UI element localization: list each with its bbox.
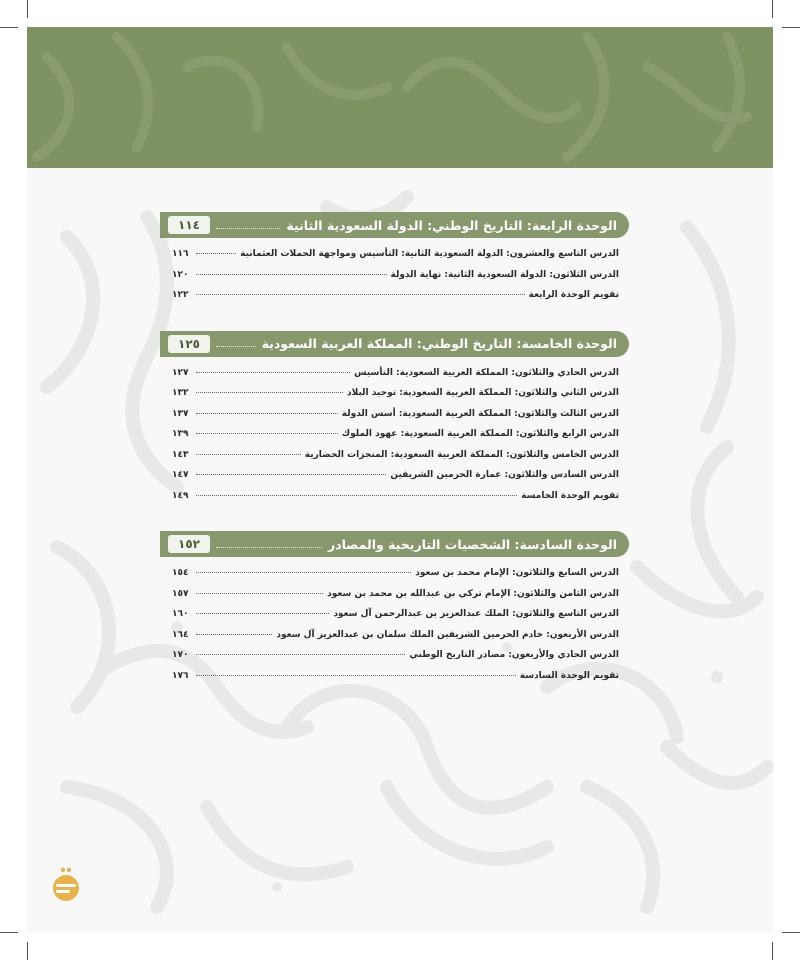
lesson-page-number: ١٣٧ [172,408,189,419]
unit-header[interactable] [160,212,629,238]
unit-title: الوحدة الرابعة: التاريخ الوطني: الدولة السعودية الثانية [286,217,617,233]
lesson-title: الدرس الثلاثون: الدولة السعودية الثانية: نهاية الدولة [390,269,619,280]
lesson-title: الدرس الحادي والأربعون: مصادر التاريخ الوطني [409,650,619,660]
lesson-item[interactable] [172,491,619,512]
lesson-item[interactable] [172,589,619,610]
lesson-title: الدرس الثامن والثلاثون: الإمام تركي بن عبدالله بن محمد بن سعود [327,588,619,599]
lesson-title: الدرس التاسع والعشرون: الدولة السعودية الثانية: التأسيس ومواجهة الحملات العثمانية [240,249,619,259]
lesson-page-number: ١٤٣ [172,449,189,460]
lesson-page-number: ١٢٢ [172,290,189,300]
unit-page-number: ١٥٢ [168,535,210,553]
crop-mark [772,0,773,18]
lesson-page-number: ١٤٩ [172,490,189,501]
lesson-item[interactable] [172,409,619,430]
lesson-page-number: ١٥٧ [172,588,189,599]
lesson-page-number: ١٧٦ [172,670,189,681]
lesson-title: الدرس الأربعون: خادم الحرمين الشريفين الملك سلمان بن عبدالعزيز آل سعود [276,629,619,640]
crop-mark [772,942,773,960]
dot-leader [196,274,387,275]
lesson-page-number: ١٧٠ [172,650,189,660]
dot-leader [196,495,517,496]
header-banner [27,27,773,168]
banner-calligraphy [27,27,773,168]
lesson-title: الدرس الخامس والثلاثون: المملكة العربية السعودية: المنجزات الحضارية [304,449,619,460]
unit-section [160,531,629,701]
lesson-item[interactable] [172,650,619,671]
crop-mark [27,0,28,18]
dot-leader [196,593,323,594]
table-of-contents [160,212,629,711]
lesson-page-number: ١٦٠ [172,609,189,619]
publisher-logo-icon [47,864,85,904]
lesson-title: الدرس التاسع والثلاثون: الملك عبدالعزيز بن عبدالرحمن آل سعود [333,609,619,619]
lesson-page-number: ١٤٧ [172,470,189,480]
unit-page-number: ١٢٥ [168,335,210,353]
crop-mark [0,27,18,28]
lesson-title: الدرس السادس والثلاثون: عمارة الحرمين الشريفين [390,470,619,480]
crop-mark [0,932,18,933]
lesson-list [160,557,629,701]
lesson-title: تقويم الوحدة الرابعة [528,290,619,300]
unit-header[interactable] [160,531,629,557]
lesson-title: الدرس الثالث والثلاثون: المملكة العربية السعودية: أسس الدولة [341,408,619,419]
lesson-item[interactable] [172,429,619,450]
lesson-item[interactable] [172,368,619,389]
lesson-item[interactable] [172,470,619,491]
dot-leader [196,474,386,475]
unit-page-number: ١١٤ [168,216,210,234]
lesson-page-number: ١١٦ [172,249,189,259]
lesson-title: تقويم الوحدة السادسة [519,670,619,681]
dot-leader [196,392,343,393]
dot-leader [196,634,272,635]
dot-leader [196,294,525,295]
lesson-page-number: ١٦٤ [172,629,189,640]
lesson-list [160,357,629,522]
lesson-title: الدرس السابع والثلاثون: الإمام محمد بن سعود [415,568,619,578]
crop-mark [27,942,28,960]
unit-header[interactable] [160,331,629,357]
lesson-item[interactable] [172,388,619,409]
lesson-title: الدرس الرابع والثلاثون: المملكة العربية السعودية: عهود الملوك [341,429,619,439]
dot-leader [216,228,280,229]
dot-leader [196,654,405,655]
lesson-page-number: ١٣٩ [172,429,189,439]
unit-section [160,331,629,522]
dot-leader [196,454,301,455]
lesson-title: تقويم الوحدة الخامسة [521,490,619,501]
lesson-item[interactable] [172,450,619,471]
dot-leader [196,372,350,373]
crop-mark [782,932,800,933]
lesson-page-number: ١٥٤ [172,568,189,578]
lesson-item[interactable] [172,270,619,291]
lesson-item[interactable] [172,671,619,692]
lesson-item[interactable] [172,630,619,651]
dot-leader [196,413,338,414]
lesson-item[interactable] [172,568,619,589]
dot-leader [196,675,516,676]
unit-title: الوحدة السادسة: الشخصيات التاريخية والمصادر [328,536,617,552]
crop-mark [782,27,800,28]
dot-leader [196,253,236,254]
dot-leader [196,433,338,434]
unit-title: الوحدة الخامسة: التاريخ الوطني: المملكة العربية السعودية [261,336,617,351]
lesson-list [160,238,629,321]
dot-leader [216,547,322,548]
lesson-page-number: ١٢٧ [172,367,189,378]
lesson-item[interactable] [172,290,619,311]
dot-leader [196,613,329,614]
lesson-page-number: ١٢٠ [172,269,189,280]
lesson-title: الدرس الحادي والثلاثون: المملكة العربية السعودية: التأسيس [354,367,619,378]
dot-leader [216,346,256,347]
lesson-page-number: ١٣٢ [172,388,189,398]
lesson-title: الدرس الثاني والثلاثون: المملكة العربية السعودية: توحيد البلاد [347,388,619,398]
unit-section [160,212,629,321]
lesson-item[interactable] [172,249,619,270]
page [27,27,773,933]
lesson-item[interactable] [172,609,619,630]
dot-leader [196,572,411,573]
